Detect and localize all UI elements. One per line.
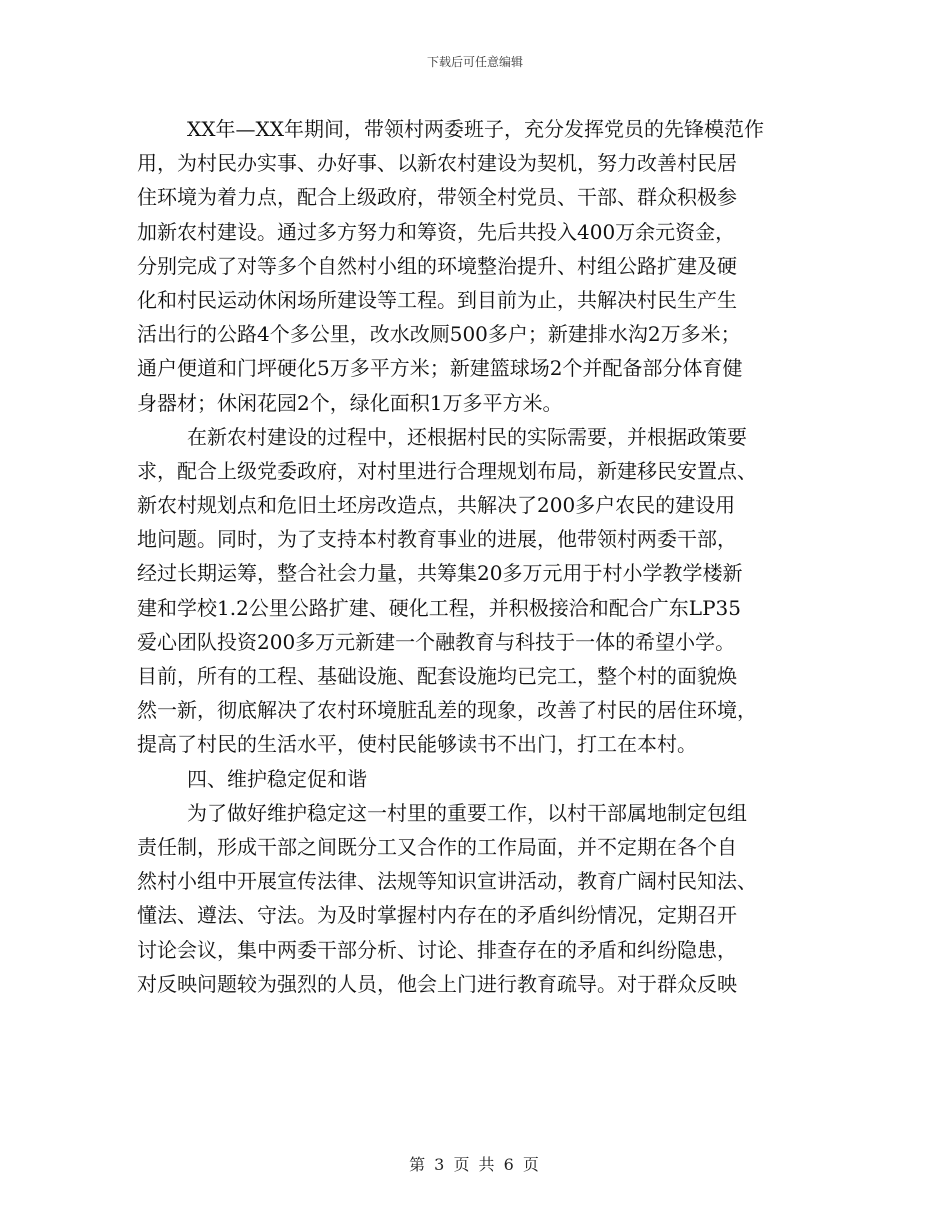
- paragraph-2-line-1: 在新农村建设的过程中，还根据村民的实际需要，并根据政策要: [187, 424, 747, 449]
- paragraph-1-line-8: 通户便道和门坪硬化5万多平方米；新建篮球场2个并配备部分体育健: [137, 356, 743, 381]
- paragraph-1-line-1: XX年—XX年期间，带领村两委班子，充分发挥党员的先锋模范作: [187, 117, 764, 141]
- paragraph-2-line-10: 提高了村民的生活水平，使村民能够读书不出门，打工在本村。: [137, 732, 697, 757]
- paragraph-1-line-7: 活出行的公路4个多公里，改水改厕500多户；新建排水沟2万多米；: [137, 322, 741, 347]
- paragraph-1-line-4: 加新农村建设。通过多方努力和筹资，先后共投入400万余元资金，: [137, 219, 736, 244]
- paragraph-1-line-6: 化和村民运动休闲场所建设等工程。到目前为止，共解决村民生产生: [137, 287, 737, 312]
- paragraph-2-line-2: 求，配合上级党委政府，对村里进行合理规划布局，新建移民安置点、: [137, 458, 757, 483]
- document-body: [137, 112, 817, 1001]
- paragraph-3-line-1: 为了做好维护稳定这一村里的重要工作，以村干部属地制定包组: [187, 800, 747, 825]
- paragraph-2-line-3: 新农村规划点和危旧土坯房改造点，共解决了200多户农民的建设用: [137, 493, 736, 518]
- paragraph-3-line-3: 然村小组中开展宣传法律、法规等知识宣讲活动，教育广阔村民知法、: [137, 869, 757, 894]
- paragraph-2-line-9: 然一新，彻底解决了农村环境脏乱差的现象，改善了村民的居住环境，: [137, 698, 757, 723]
- page-footer: 第 3 页 共 6 页: [409, 1155, 541, 1174]
- paragraph-3-line-4: 懂法、遵法、守法。为及时掌握村内存在的矛盾纠纷情况，定期召开: [137, 903, 737, 928]
- paragraph-2-line-5: 经过长期运筹，整合社会力量，共筹集20多万元用于村小学教学楼新: [137, 561, 743, 586]
- paragraph-1-line-3: 住环境为着力点，配合上级政府，带领全村党员、干部、群众积极参: [137, 185, 737, 210]
- paragraph-2-line-4: 地问题。同时，为了支持本村教育事业的进展，他带领村两委干部，: [137, 527, 737, 552]
- paragraph-1-line-9: 身器材；休闲花园2个，绿化面积1万多平方米。: [137, 390, 563, 415]
- page-header: 下载后可任意编辑: [426, 55, 523, 69]
- paragraph-2-line-8: 目前，所有的工程、基础设施、配套设施均已完工，整个村的面貌焕: [137, 664, 737, 688]
- paragraph-2-line-6: 建和学校1.2公里公路扩建、硬化工程，并积极接洽和配合广东LP35: [137, 595, 741, 620]
- paragraph-3-line-5: 讨论会议，集中两委干部分析、讨论、排查存在的矛盾和纠纷隐患，: [137, 937, 737, 962]
- paragraph-2-line-7: 爱心团队投资200多万元新建一个融教育与科技于一体的希望小学。: [137, 629, 736, 654]
- paragraph-3-line-6: 对反映问题较为强烈的人员，他会上门进行教育疏导。对于群众反映: [137, 971, 737, 996]
- paragraph-3-line-2: 责任制，形成干部之间既分工又合作的工作局面，并不定期在各个自: [137, 834, 737, 859]
- paragraph-1-line-2: 用，为村民办实事、办好事、以新农村建设为契机，努力改善村民居: [137, 151, 737, 176]
- paragraph-1-line-5: 分别完成了对等多个自然村小组的环境整治提升、村组公路扩建及硬: [137, 253, 737, 278]
- section-heading: 四、维护稳定促和谐: [187, 766, 367, 791]
